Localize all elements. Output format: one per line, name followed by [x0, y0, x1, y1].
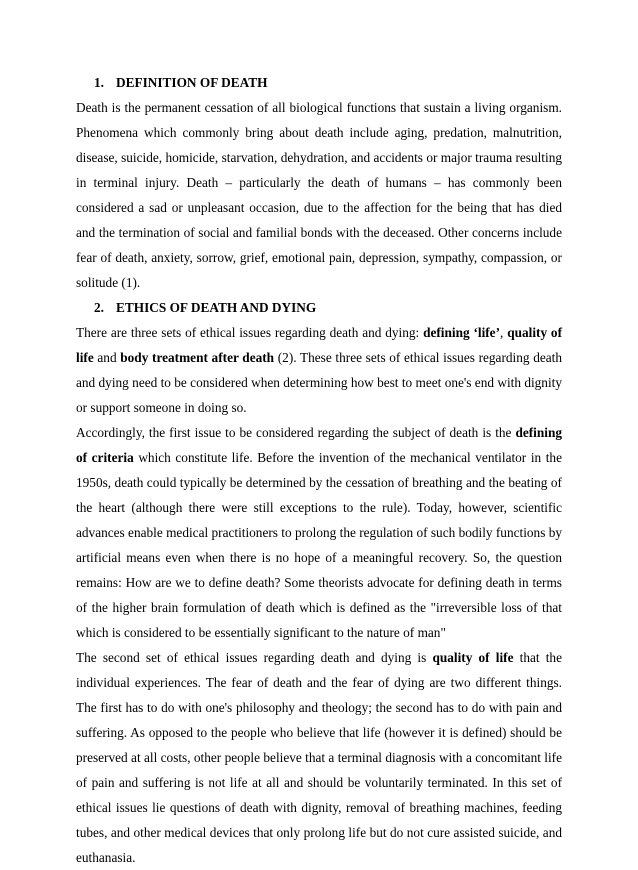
bold-term: defining ‘life’ [423, 325, 501, 340]
text-run: There are three sets of ethical issues regarding death and dying: [76, 325, 424, 340]
section-2-paragraph-1 [76, 320, 562, 420]
section-1-paragraph-1 [76, 95, 562, 295]
text-run: that the individual experiences. The fear of death and the fear of dying are two different things. The first has to do with one's philosophy and theology; the second has to do with pain and suffering. As opposed to the people who believe that life (however it is defined) should be preserved at all costs, other people believe that a terminal diagnosis with a concomitant life of pain and suffering is not life at all and should be voluntarily terminated. In this set of ethical issues lie questions of death with dignity, removal of breathing machines, feeding tubes, and other medical devices that only prolong life but do not cure assisted suicide, and euthanasia. [76, 650, 562, 865]
bold-term: quality of life [432, 650, 514, 665]
section-number: 1. [94, 75, 104, 90]
section-title: DEFINITION OF DEATH [116, 75, 268, 90]
bold-term: quality of life [76, 325, 562, 365]
section-2-paragraph-3 [76, 645, 562, 870]
text-run: which constitute life. Before the invention of the mechanical ventilator in the 1950s, death could typically be determined by the cessation of breathing and the beating of the heart (although there were still exceptions to the rule). Today, however, scientific advances enable medical practitioners to prolong the regulation of such bodily functions by artificial means even when there is no hope of a meaningful recovery. So, the question remains: How are we to define death? Some theorists advocate for defining death in terms of the higher brain formulation of death which is defined as the "irreversible loss of that which is considered to be essentially significant to the nature of man" [76, 450, 562, 640]
section-number: 2. [94, 300, 104, 315]
text-run: The second set of ethical issues regarding death and dying is [76, 650, 433, 665]
section-2-paragraph-2 [76, 420, 562, 645]
section-2-heading [76, 295, 562, 320]
text-run: and [93, 350, 121, 365]
bold-term: defining of criteria [76, 425, 562, 465]
text-run: Death is the permanent cessation of all biological functions that sustain a living organism. Phenomena which commonly bring about death include aging, predation, malnutrition, disease, suicide, homicide, starvation, dehydration, and accidents or major trauma resulting in terminal injury. Death – particularly the death of humans – has commonly been considered a sad or unpleasant occasion, due to the affection for the being that has died and the termination of social and familial bonds with the deceased. Other concerns include fear of death, anxiety, sorrow, grief, emotional pain, depression, sympathy, compassion, or solitude (1). [76, 100, 562, 290]
section-title: ETHICS OF DEATH AND DYING [116, 300, 317, 315]
bold-term: body treatment after death [120, 350, 275, 365]
section-1-heading [76, 70, 562, 95]
text-run: Accordingly, the first issue to be considered regarding the subject of death is the [76, 425, 516, 440]
text-run: , [500, 325, 508, 340]
text-run: (2). These three sets of ethical issues regarding death and dying need to be considered when determining how best to meet one's end with dignity or support someone in doing so. [76, 350, 562, 415]
